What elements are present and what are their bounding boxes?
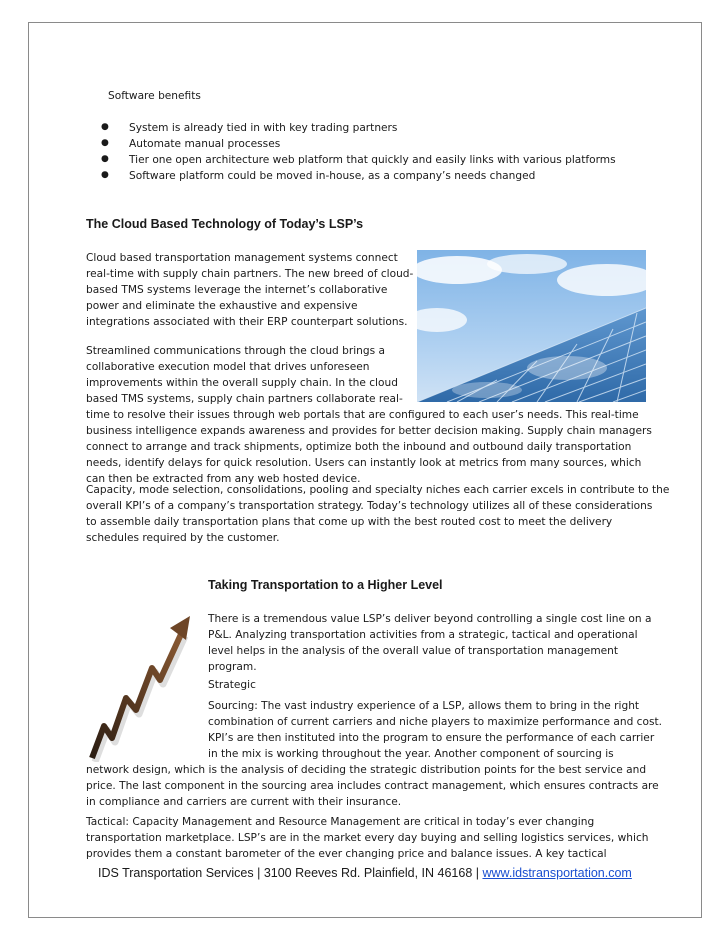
benefit-item: Software platform could be moved in-house, as a company’s needs changed <box>129 170 536 182</box>
transport-section-heading: Taking Transportation to a Higher Level <box>208 578 443 592</box>
benefit-item: System is already tied in with key trading partners <box>129 122 398 134</box>
rising-arrow-graph-image <box>86 614 198 762</box>
bullet-dot: ● <box>101 154 109 164</box>
paragraph-line: Streamlined communications through the cloud brings a <box>86 345 385 357</box>
paragraph-line: Sourcing: The vast industry experience of a LSP, allows them to bring in the right <box>208 700 640 712</box>
strategic-label: Strategic <box>208 679 256 691</box>
paragraph-line: transportation marketplace. LSP’s are in the market every day buying and selling logistics services, which <box>86 832 649 844</box>
paragraph-line: program. <box>208 661 257 673</box>
paragraph-line: based TMS systems leverage the internet’s collaborative <box>86 284 388 296</box>
paragraph-line: can then be extracted from any web hosted device. <box>86 473 361 485</box>
paragraph-line: connect to arrange and track shipments, optimize both the inbound and outbound daily transportation <box>86 441 632 453</box>
paragraph-line: based TMS systems, supply chain partners collaborate real- <box>86 393 403 405</box>
paragraph-line: real-time with supply chain partners. The new breed of cloud- <box>86 268 414 280</box>
paragraph-line: P&L. Analyzing transportation activities from a strategic, tactical and operational <box>208 629 638 641</box>
paragraph-line: network design, which is the analysis of deciding the strategic distribution points for the best service and <box>86 764 647 776</box>
paragraph-line: provides them a constant barometer of the ever changing price and balance issues. A key tactical <box>86 848 607 860</box>
paragraph-line: collaborative execution model that drives unforeseen <box>86 361 370 373</box>
bullet-dot: ● <box>101 170 109 180</box>
benefit-item: Automate manual processes <box>129 138 281 150</box>
paragraph-line: Tactical: Capacity Management and Resource Management are critical in today’s ever changing <box>86 816 595 828</box>
paragraph-line: improvements within the overall supply chain. In the cloud <box>86 377 398 389</box>
page-footer <box>98 866 632 880</box>
paragraph-line: KPI’s are then instituted into the program to ensure the performance of each carrier <box>208 732 655 744</box>
benefits-title: Software benefits <box>108 90 201 102</box>
footer-address: IDS Transportation Services | 3100 Reeves Rd. Plainfield, IN 46168 | <box>98 866 483 880</box>
paragraph-line: Capacity, mode selection, consolidations, pooling and specialty niches each carrier excels in contribute to the <box>86 484 670 496</box>
paragraph-line: overall KPI’s of a company’s transportation strategy. Today’s technology utilizes all of these considerations <box>86 500 653 512</box>
paragraph-line: in compliance and carriers are current with their insurance. <box>86 796 402 808</box>
paragraph-line: power and eliminate the exhaustive and expensive <box>86 300 358 312</box>
paragraph-line: price. The last component in the sourcing area includes contract management, which ensures contracts are <box>86 780 659 792</box>
paragraph-line: in the mix is working throughout the year. Another component of sourcing is <box>208 748 614 760</box>
paragraph-line: schedules required by the customer. <box>86 532 280 544</box>
glass-building-sky-image <box>417 250 646 402</box>
benefit-item: Tier one open architecture web platform that quickly and easily links with various platforms <box>129 154 616 166</box>
paragraph-line: time to resolve their issues through web portals that are configured to each user’s needs. This real-time <box>86 409 639 421</box>
paragraph-line: to assemble daily transportation plans that come up with the best routed cost to meet the delivery <box>86 516 613 528</box>
paragraph-line: business intelligence expands awareness and provides for better decision making. Supply chain managers <box>86 425 652 437</box>
bullet-dot: ● <box>101 138 109 148</box>
bullet-dot: ● <box>101 122 109 132</box>
paragraph-line: integrations associated with their ERP counterpart solutions. <box>86 316 408 328</box>
paragraph-line: combination of current carriers and niche players to maximize performance and cost. <box>208 716 663 728</box>
paragraph-line: There is a tremendous value LSP’s deliver beyond controlling a single cost line on a <box>208 613 652 625</box>
paragraph-line: Cloud based transportation management systems connect <box>86 252 398 264</box>
paragraph-line: level helps in the analysis of the overall value of transportation management <box>208 645 619 657</box>
website-link[interactable]: www.idstransportation.com <box>482 866 632 880</box>
cloud-section-heading: The Cloud Based Technology of Today’s LSP’s <box>86 217 364 231</box>
paragraph-line: needs, identify delays for quick resolution. Users can instantly look at metrics from many sources, which <box>86 457 642 469</box>
